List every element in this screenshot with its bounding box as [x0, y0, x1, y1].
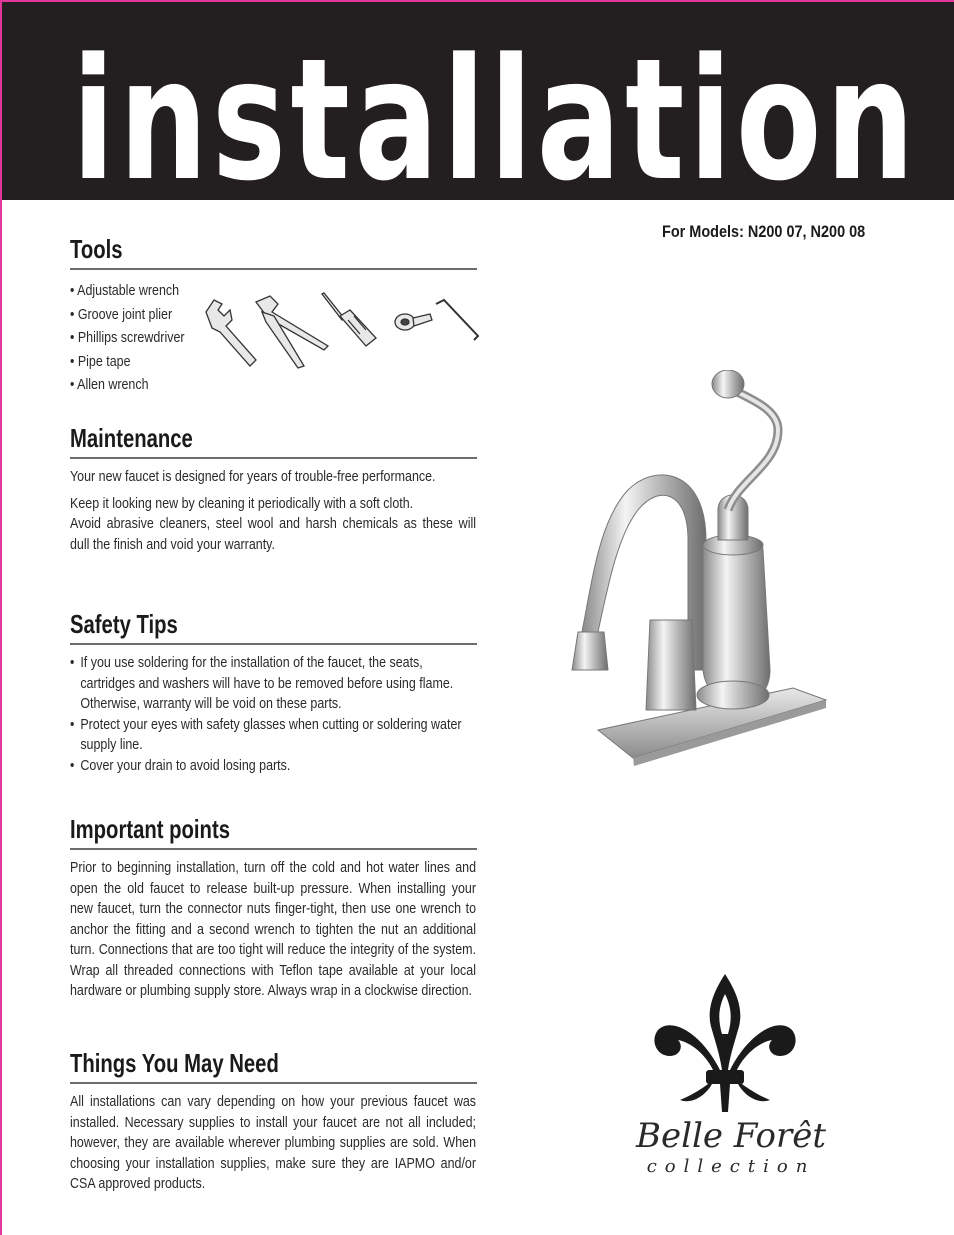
brand-subtitle: collection	[646, 1156, 816, 1177]
tool-item: • Groove joint plier	[70, 304, 476, 328]
needs-section	[70, 1048, 477, 1195]
maintenance-body	[70, 467, 476, 555]
needs-rule	[70, 1082, 477, 1084]
important-heading: Important points	[70, 814, 230, 844]
needs-body: All installations can vary depending on how your previous faucet was installed. Necessary supplies to install your faucet are not all included; however, they are available wherever plumbing supplies are sold. When choosing your installation supplies, make sure they are IAPMO and/or CSA approved products.	[70, 1094, 477, 1192]
phillips-screwdriver-icon	[322, 293, 376, 346]
important-body: Prior to beginning installation, turn off the cold and hot water lines and open the old faucet to release built-up pressure. When installing your new faucet, turn the connector nuts finger-tight, then use one wrench to anchor the fitting and a second wrench to tighten the nut an additional turn. Connections that are too tight will reduce the integrity of the system. Wrap all threaded connections with Teflon tape available at your local hardware or plumbing supply store. Always wrap in a clockwise direction.	[70, 860, 477, 999]
maintenance-p2: Keep it looking new by cleaning it periodically with a soft cloth.	[70, 495, 414, 512]
groove-joint-plier-icon	[256, 296, 328, 368]
tools-heading: Tools	[70, 234, 123, 264]
safety-item: • Cover your drain to avoid losing parts.	[70, 756, 476, 777]
safety-section	[70, 609, 477, 776]
maintenance-rule	[70, 457, 477, 459]
fleur-de-lis-icon	[650, 972, 800, 1117]
maintenance-section	[70, 423, 477, 555]
tool-item: • Allen wrench	[70, 374, 476, 398]
maintenance-heading: Maintenance	[70, 423, 193, 453]
brand-name: Belle Forêt	[635, 1116, 827, 1156]
important-section	[70, 814, 477, 1002]
tools-illustration	[200, 290, 485, 370]
tool-item: • Phillips screwdriver	[70, 327, 476, 351]
tool-item: • Adjustable wrench	[70, 280, 476, 304]
needs-heading: Things You May Need	[70, 1048, 279, 1078]
safety-list	[70, 653, 476, 776]
faucet-product-image	[538, 370, 838, 790]
tool-item: • Pipe tape	[70, 351, 476, 375]
adjustable-wrench-icon	[206, 300, 256, 366]
safety-heading: Safety Tips	[70, 609, 178, 639]
safety-item: • If you use soldering for the installation of the faucet, the seats, cartridges and washers will have to be removed before using flame. Otherwise, warranty will be void on these parts.	[70, 653, 476, 715]
page-title: installation	[72, 22, 919, 200]
safety-rule	[70, 643, 477, 645]
pipe-tape-icon	[395, 314, 432, 330]
tools-rule	[70, 268, 477, 270]
maintenance-p3: Avoid abrasive cleaners, steel wool and harsh chemicals as these will dull the finish and void your warranty.	[70, 516, 477, 553]
header-band	[2, 2, 954, 200]
safety-item: • Protect your eyes with safety glasses when cutting or soldering water supply line.	[70, 715, 476, 756]
models-line: For Models: N200 07, N200 08	[662, 222, 866, 241]
important-rule	[70, 848, 477, 850]
maintenance-p1: Your new faucet is designed for years of trouble-free performance.	[70, 469, 436, 485]
allen-wrench-icon	[436, 300, 478, 340]
